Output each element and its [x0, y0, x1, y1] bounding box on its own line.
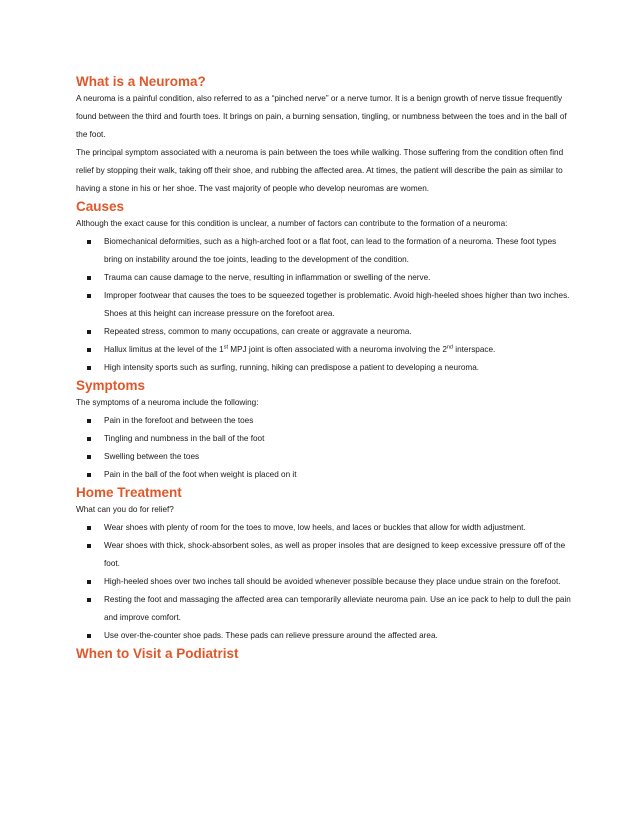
list-item-text: Biomechanical deformities, such as a high-arched foot or a flat foot, can lead to the formation of a neuroma. These foot types bring on instability around the toe joints, leading to the development of the condition. — [104, 237, 557, 264]
section-intro: What can you do for relief? — [76, 505, 174, 514]
list-item — [76, 359, 572, 377]
list-item-text: Improper footwear that causes the toes to be squeezed together is problematic. Avoid high-heeled shoes higher than two inches. Shoes at this height can increase pressure on the forefoot area. — [104, 291, 570, 318]
list-item-text: Swelling between the toes — [104, 452, 200, 461]
square-bullet-icon — [87, 348, 91, 352]
square-bullet-icon — [87, 544, 91, 548]
square-bullet-icon — [87, 330, 91, 334]
list-item-text: Tingling and numbness in the ball of the foot — [104, 434, 265, 443]
section-heading-when-to-visit: When to Visit a Podiatrist — [76, 646, 239, 661]
section-intro: Although the exact cause for this condition is unclear, a number of factors can contribute to the formation of a neuroma: — [76, 219, 508, 228]
list-item — [76, 627, 572, 645]
causes-list — [76, 233, 572, 377]
list-item — [76, 519, 572, 537]
list-item-text: Resting the foot and massaging the affected area can temporarily alleviate neuroma pain. Use an ice pack to help to dull the pain and improve comfort. — [104, 595, 571, 622]
list-item — [76, 466, 572, 484]
square-bullet-icon — [87, 419, 91, 423]
superscript: st — [223, 344, 228, 351]
text-fragment: MPJ joint is often associated with a neuroma involving the 2 — [227, 345, 447, 354]
text-fragment: interspace. — [453, 345, 496, 354]
list-item — [76, 412, 572, 430]
list-item-text: High intensity sports such as surfing, running, hiking can predispose a patient to developing a neuroma. — [104, 363, 480, 372]
home-treatment-list — [76, 519, 572, 645]
text-fragment: Hallux limitus at the level of the 1 — [104, 345, 224, 354]
symptoms-list — [76, 412, 572, 484]
square-bullet-icon — [87, 473, 91, 477]
list-item — [76, 269, 572, 287]
list-item-text: Repeated stress, common to many occupations, can create or aggravate a neuroma. — [104, 327, 412, 336]
list-item-text: Trauma can cause damage to the nerve, resulting in inflammation or swelling of the nerve. — [104, 273, 431, 282]
section-intro: The symptoms of a neuroma include the following: — [76, 398, 259, 407]
paragraph: The principal symptom associated with a neuroma is pain between the toes while walking. Those suffering from the condition often find relief by stopping their walk, taking off their shoe, and rubbing the affected area. At times, the patient will describe the pain as similar to having a stone in his or her shoe. The vast majority of people who develop neuromas are women. — [76, 148, 564, 193]
square-bullet-icon — [87, 455, 91, 459]
list-item — [76, 591, 572, 627]
list-item — [76, 537, 572, 573]
section-heading-causes: Causes — [76, 199, 125, 214]
square-bullet-icon — [87, 276, 91, 280]
square-bullet-icon — [87, 526, 91, 530]
paragraph: A neuroma is a painful condition, also referred to as a “pinched nerve” or a nerve tumor. It is a benign growth of nerve tissue frequently found between the third and fourth toes. It brings on pain, a burning sensation, tingling, or numbness between the toes and in the ball of the foot. — [76, 94, 567, 139]
list-item-text: Use over-the-counter shoe pads. These pads can relieve pressure around the affected area. — [104, 631, 438, 640]
list-item — [76, 323, 572, 341]
list-item-text: Wear shoes with plenty of room for the toes to move, low heels, and laces or buckles that allow for width adjustment. — [104, 523, 526, 532]
list-item — [76, 573, 572, 591]
square-bullet-icon — [87, 437, 91, 441]
square-bullet-icon — [87, 294, 91, 298]
section-heading-what-is-a-neuroma: What is a Neuroma? — [76, 74, 206, 89]
list-item-text: Wear shoes with thick, shock-absorbent soles, as well as proper insoles that are designed to keep excessive pressure off of the foot. — [104, 541, 566, 568]
list-item-text: Pain in the ball of the foot when weight is placed on it — [104, 470, 297, 479]
document-content — [76, 73, 572, 662]
list-item — [76, 341, 572, 359]
square-bullet-icon — [87, 240, 91, 244]
section-heading-home-treatment: Home Treatment — [76, 485, 182, 500]
square-bullet-icon — [87, 598, 91, 602]
list-item-text: Pain in the forefoot and between the toes — [104, 416, 254, 425]
list-item-text: High-heeled shoes over two inches tall should be avoided whenever possible because they place undue strain on the forefoot. — [104, 577, 561, 586]
square-bullet-icon — [87, 634, 91, 638]
superscript: nd — [446, 344, 453, 351]
square-bullet-icon — [87, 366, 91, 370]
list-item — [76, 287, 572, 323]
section-heading-symptoms: Symptoms — [76, 378, 146, 393]
list-item — [76, 430, 572, 448]
list-item-text — [104, 345, 495, 354]
list-item — [76, 233, 572, 269]
square-bullet-icon — [87, 580, 91, 584]
list-item — [76, 448, 572, 466]
